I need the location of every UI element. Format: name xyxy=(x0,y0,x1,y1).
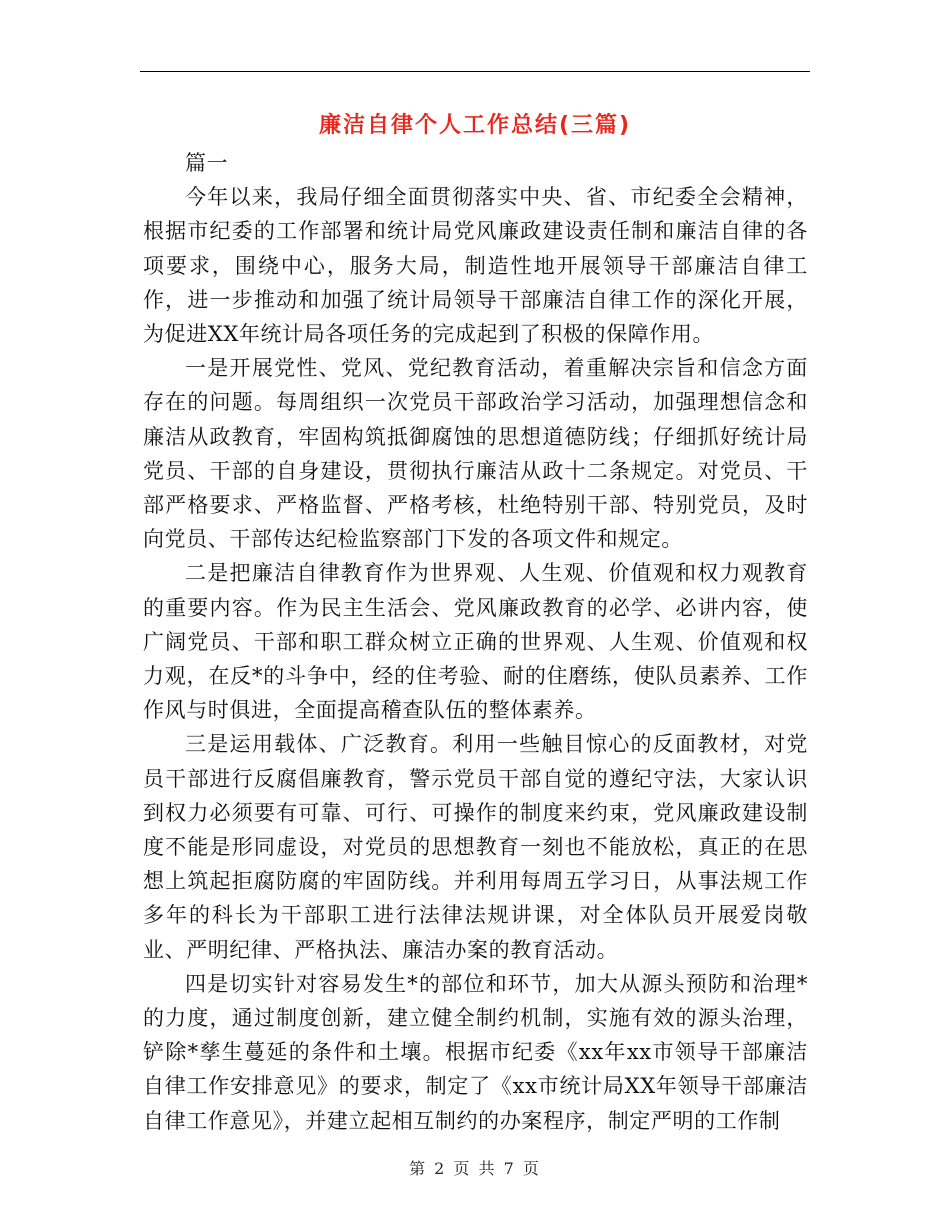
paragraph-intro: 今年以来，我局仔细全面贯彻落实中央、省、市纪委全会精神，根据市纪委的工作部署和统计局党风廉政建设责任制和廉洁自律的各项要求，围绕中心，服务大局，制造性地开展领导干部廉洁自律工作，进一步推动和加强了统计局领导干部廉洁自律工作的深化开展，为促进XX年统计局各项任务的完成起到了积极的保障作用。 xyxy=(143,185,808,347)
document-title: 廉洁自律个人工作总结(三篇) xyxy=(318,113,632,138)
document-body xyxy=(143,146,808,1138)
page-number-footer: 第 2 页 共 7 页 xyxy=(409,1159,541,1178)
paragraph-point-1: 一是开展党性、党风、党纪教育活动，着重解决宗旨和信念方面存在的问题。每周组织一次党员干部政治学习活动，加强理想信念和廉洁从政教育，牢固构筑抵御腐蚀的思想道德防线；仔细抓好统计局党员、干部的自身建设，贯彻执行廉洁从政十二条规定。对党员、干部严格要求、严格监督、严格考核，杜绝特别干部、特别党员，及时向党员、干部传达纪检监察部门下发的各项文件和规定。 xyxy=(143,356,808,552)
header-rule xyxy=(140,71,810,72)
section-label: 篇一 xyxy=(185,151,229,175)
paragraph-point-4: 四是切实针对容易发生*的部位和环节，加大从源头预防和治理*的力度，通过制度创新，建立健全制约机制，实施有效的源头治理，铲除*孳生蔓延的条件和土壤。根据市纪委《xx年xx市领导干部廉洁自律工作安排意见》的要求，制定了《xx市统计局XX年领导干部廉洁自律工作意见》，并建立起相互制约的办案程序，制定严明的工作制 xyxy=(143,971,808,1133)
paragraph-point-3: 三是运用载体、广泛教育。利用一些触目惊心的反面教材，对党员干部进行反腐倡廉教育，警示党员干部自觉的遵纪守法，大家认识到权力必须要有可靠、可行、可操作的制度来约束，党风廉政建设制度不能是形同虚设，对党员的思想教育一刻也不能放松，真正的在思想上筑起拒腐防腐的牢固防线。并利用每周五学习日，从事法规工作多年的科长为干部职工进行法律法规讲课，对全体队员开展爱岗敬业、严明纪律、严格执法、廉洁办案的教育活动。 xyxy=(143,732,808,962)
paragraph-point-2: 二是把廉洁自律教育作为世界观、人生观、价值观和权力观教育的重要内容。作为民主生活会、党风廉政教育的必学、必讲内容，使广阔党员、干部和职工群众树立正确的世界观、人生观、价值观和权力观，在反*的斗争中，经的住考验、耐的住磨练，使队员素养、工作作风与时俱进，全面提高稽查队伍的整体素养。 xyxy=(143,561,808,723)
